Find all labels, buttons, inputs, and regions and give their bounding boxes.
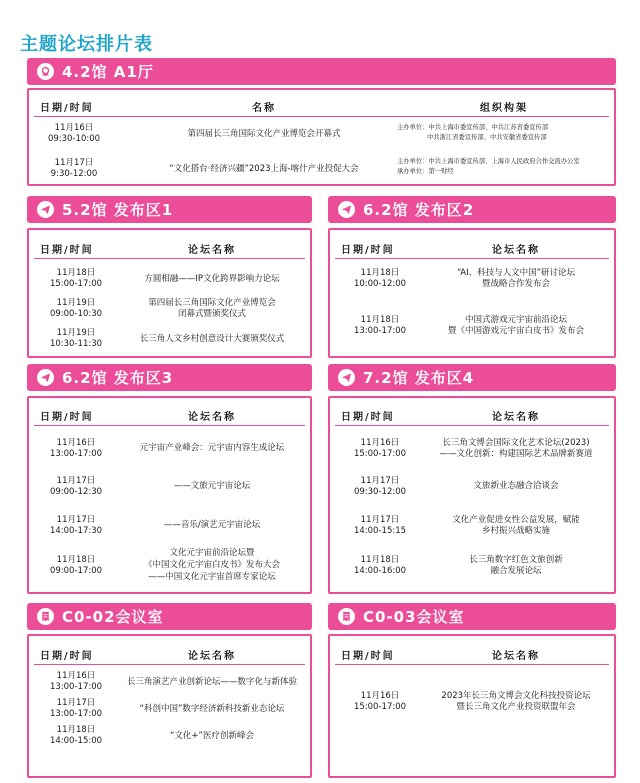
section-header-a1 <box>27 58 616 85</box>
row-name: 融合发展论坛 <box>490 566 542 576</box>
row-name: “文化搭台·经济兴疆”2023上海-喀什产业投促大会 <box>169 164 359 174</box>
row-name: 《中国文化元宇宙白皮书》发布大会 <box>143 560 281 570</box>
row-org: 主办单位：中共上海市委宣传部、上海市人民政府合作交流办公室 <box>397 158 580 165</box>
row-name: ——中国文化元宇宙首席专家论坛 <box>148 572 276 582</box>
row-name: ——音乐/演艺元宇宙论坛 <box>163 520 261 530</box>
row-time: 9:30-12:00 <box>50 169 98 179</box>
section-header-6-2-a <box>328 196 616 223</box>
header-divider <box>34 116 609 117</box>
row-name: 长三角数字红色文旅创新 <box>469 555 563 565</box>
row-time: 09:00-17:00 <box>49 566 103 576</box>
row-time: 15:00-17:00 <box>353 702 407 712</box>
row-name: “文化+”医疗创新峰会 <box>170 731 254 741</box>
send-icon <box>37 201 54 218</box>
row-date: 11月17日 <box>56 476 96 486</box>
header-date-time: 日期/时间 <box>341 412 395 423</box>
section-title: 6.2馆 发布区2 <box>363 201 475 219</box>
header-divider <box>335 664 609 665</box>
row-time: 13:00-17:00 <box>49 449 103 459</box>
header-divider <box>335 258 609 259</box>
row-name: 第四届长三角国际文化产业博览会 <box>148 298 276 308</box>
row-name: 方圆相融——IP文化跨界影响力论坛 <box>144 274 280 284</box>
row-org: 承办单位：第一财经 <box>397 168 454 175</box>
row-name: 文旅新业态融合洽谈会 <box>473 481 559 491</box>
row-date: 11月18日 <box>56 725 96 735</box>
row-time: 14:00-17:30 <box>49 526 103 536</box>
section-panel-6-2-a <box>328 228 616 358</box>
page-title: 主题论坛排片表 <box>20 34 153 55</box>
row-name: 2023年长三角文博会文化科技投资论坛 <box>441 691 591 701</box>
row-name: 文化元宇宙前沿论坛暨 <box>169 548 255 558</box>
section-title: 5.2馆 发布区1 <box>62 201 174 219</box>
row-time: 13:00-17:00 <box>49 709 103 719</box>
row-org: 主办单位：中共上海市委宣传部、中共江苏省委宣传部 <box>397 124 549 131</box>
row-time: 10:00-12:00 <box>353 279 407 289</box>
send-icon <box>338 201 355 218</box>
row-name: 文化产业促进女性公益发展，赋能 <box>452 515 580 525</box>
row-name: 第四届长三角国际文化产业博览会开幕式 <box>187 129 341 139</box>
section-title: C0-03会议室 <box>363 608 465 626</box>
header-forum-name: 论坛名称 <box>492 651 540 662</box>
section-title: 4.2馆 A1厅 <box>62 63 154 81</box>
row-time: 15:00-17:00 <box>353 449 407 459</box>
row-date: 11月19日 <box>56 328 96 338</box>
row-date: 11月16日 <box>56 438 96 448</box>
row-name: 中国式游戏元宇宙前沿论坛 <box>464 315 568 325</box>
row-date: 11月17日 <box>56 515 96 525</box>
row-date: 11月18日 <box>360 268 400 278</box>
header-divider <box>34 664 305 665</box>
row-date: 11月16日 <box>54 123 94 133</box>
header-forum-name: 论坛名称 <box>188 651 236 662</box>
header-forum-name: 论坛名称 <box>188 245 236 256</box>
section-panel-6-2-b <box>27 396 312 594</box>
header-date-time: 日期/时间 <box>341 245 395 256</box>
header-divider <box>335 425 609 426</box>
row-name: 闭幕式暨颁奖仪式 <box>177 309 247 319</box>
row-name: 长三角演艺产业创新论坛——数字化与新体验 <box>126 677 298 687</box>
row-date: 11月16日 <box>56 671 96 681</box>
row-date: 11月18日 <box>360 315 400 325</box>
header-date-time: 日期/时间 <box>40 245 94 256</box>
section-title: C0-02会议室 <box>62 608 164 626</box>
row-name: “AI、科技与人文中国”研讨论坛 <box>456 268 576 278</box>
row-name: 乡村振兴战略实施 <box>481 526 551 536</box>
row-name: “科创中国”数字经济新科技新业态论坛 <box>139 704 285 714</box>
header-date-time: 日期/时间 <box>40 103 94 114</box>
section-panel-7-2 <box>328 396 616 594</box>
section-header-5-2 <box>27 196 312 223</box>
send-icon <box>338 369 355 386</box>
row-name: 暨《中国游戏元宇宙白皮书》发布会 <box>447 326 585 336</box>
section-header-c0-02 <box>27 603 312 630</box>
section-header-6-2-b <box>27 364 312 391</box>
row-date: 11月19日 <box>56 298 96 308</box>
row-time: 15:00-17:00 <box>49 279 103 289</box>
header-org: 组织构架 <box>480 103 528 114</box>
section-title: 7.2馆 发布区4 <box>363 369 475 387</box>
row-date: 11月17日 <box>360 476 400 486</box>
row-time: 13:00-17:00 <box>49 682 103 692</box>
row-date: 11月17日 <box>56 698 96 708</box>
section-panel-c0-02 <box>27 634 312 778</box>
row-time: 09:30-12:00 <box>353 487 407 497</box>
award-icon <box>37 63 54 80</box>
row-name: 长三角文博会国际文化艺术论坛(2023) <box>442 438 590 448</box>
row-date: 11月16日 <box>360 438 400 448</box>
header-forum-name: 论坛名称 <box>492 412 540 423</box>
row-time: 09:00-10:30 <box>49 309 103 319</box>
section-panel-a1 <box>27 88 616 186</box>
row-name: ——文化创新：构建国际艺术品牌新赛道 <box>439 449 593 459</box>
header-divider <box>34 425 305 426</box>
header-name: 名称 <box>252 103 276 114</box>
header-date-time: 日期/时间 <box>40 412 94 423</box>
header-forum-name: 论坛名称 <box>492 245 540 256</box>
row-time: 14:00-15:15 <box>353 526 407 536</box>
row-time: 13:00-17:00 <box>353 326 407 336</box>
row-org: 中共浙江省委宣传部、中共安徽省委宣传部 <box>427 134 547 141</box>
row-time: 09:30-10:00 <box>47 134 101 144</box>
row-name: 元宇宙产业峰会：元宇宙内容生成论坛 <box>139 443 285 453</box>
section-panel-c0-03 <box>328 634 616 778</box>
row-name: 暨长三角文化产业投资联盟年会 <box>456 702 576 712</box>
row-time: 14:00-15:00 <box>49 736 103 746</box>
header-date-time: 日期/时间 <box>40 651 94 662</box>
section-header-c0-03 <box>328 603 616 630</box>
row-name: ——文旅元宇宙论坛 <box>173 481 251 491</box>
header-forum-name: 论坛名称 <box>188 412 236 423</box>
row-name: 长三角人文乡村创意设计大赛颁奖仪式 <box>139 334 285 344</box>
receipt-icon <box>338 608 355 625</box>
row-time: 10:30-11:30 <box>49 339 103 349</box>
row-date: 11月18日 <box>56 268 96 278</box>
header-date-time: 日期/时间 <box>341 651 395 662</box>
row-date: 11月17日 <box>54 158 94 168</box>
section-header-7-2 <box>328 364 616 391</box>
section-panel-5-2 <box>27 228 312 358</box>
row-time: 09:00-12:30 <box>49 487 103 497</box>
row-time: 14:00-16:00 <box>353 566 407 576</box>
header-divider <box>34 258 305 259</box>
receipt-icon <box>37 608 54 625</box>
row-name: 暨战略合作发布会 <box>481 279 551 289</box>
send-icon <box>37 369 54 386</box>
row-date: 11月18日 <box>56 555 96 565</box>
section-title: 6.2馆 发布区3 <box>62 369 174 387</box>
row-date: 11月16日 <box>360 691 400 701</box>
row-date: 11月17日 <box>360 515 400 525</box>
row-date: 11月18日 <box>360 555 400 565</box>
